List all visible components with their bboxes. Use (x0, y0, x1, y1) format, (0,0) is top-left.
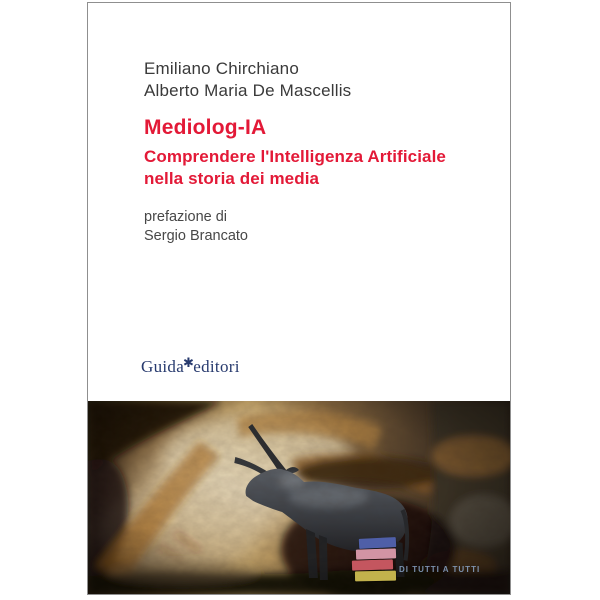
subtitle-line-1: Comprendere l'Intelligenza Artificiale (144, 147, 446, 166)
preface-credit (144, 208, 248, 245)
author-names (144, 58, 351, 102)
book-cover[interactable] (87, 2, 511, 595)
book-spine-yellow (355, 571, 396, 582)
book-subtitle (144, 146, 446, 190)
publisher-logo (141, 357, 240, 377)
author-name-2: Alberto Maria De Mascellis (144, 81, 352, 100)
publisher-name-right: editori (193, 357, 240, 376)
preface-label: prefazione di (144, 209, 228, 225)
book-title: Mediolog-IA (144, 116, 267, 139)
author-name-1: Emiliano Chirchiano (144, 59, 299, 78)
book-stack-icon (350, 535, 406, 587)
cover-photo (88, 401, 510, 594)
publisher-name-left: Guida (141, 357, 185, 376)
preface-author: Sergio Brancato (144, 227, 248, 244)
subtitle-line-2: nella storia dei media (144, 169, 320, 188)
book-spine-pink (356, 548, 396, 559)
book-spine-red (352, 559, 393, 570)
book-spine-blue (359, 537, 396, 549)
publisher-star-icon: ✱ (183, 355, 195, 370)
series-motto: DI TUTTI A TUTTI (399, 565, 481, 574)
